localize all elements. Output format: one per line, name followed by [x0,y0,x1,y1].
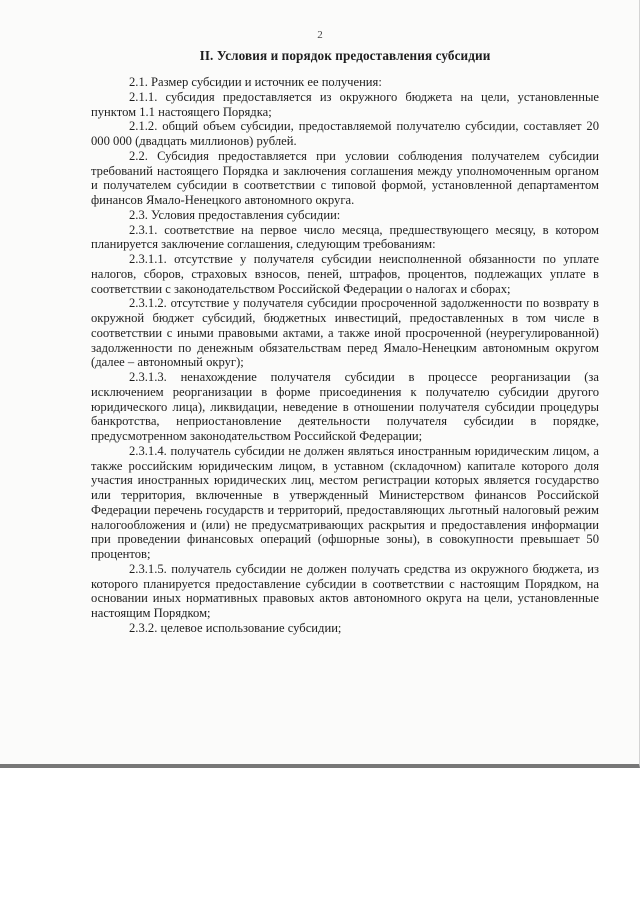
paragraph-2-3-1: 2.3.1. соответствие на первое число месяца, предшествующего месяцу, в котором планируется заключение соглашения, следующим требованиям: [91,222,599,252]
paragraph-2-3-2: 2.3.2. целевое использование субсидии; [129,620,342,635]
paragraph-2-1-2: 2.1.2. общий объем субсидии, предоставляемой получателю субсидии, составляет 20 000 000 (двадцать миллионов) рублей. [91,119,599,148]
paragraph-2-3: 2.3. Условия предоставления субсидии: [129,207,341,222]
paragraph-2-1: 2.1. Размер субсидии и источник ее получения: [129,75,382,89]
paragraph-2-3-1-4: 2.3.1.4. получатель субсидии не должен являться иностранным юридическим лицом, а также российским юридическим лицом, в уставном (складочном) капитале которого доля участия иностранных юридических лиц, местом регистрации которых является государство или территория, включенные в утвержденный Министерством финансов Российской Федерации перечень государств и территорий, предоставляющих льготный налоговый режим налогообложения и (или) не предусматривающих раскрытия и предоставления информации при проведении финансовых операций (офшорные зоны), в совокупности превышает 50 процентов; [91,443,599,561]
paragraph-2-3-1-5: 2.3.1.5. получатель субсидии не должен получать средства из окружного бюджета, из которого планируется предоставление субсидии в соответствии с настоящим Порядком, на основании иных нормативных правовых актов автономного округа на цели, установленные настоящим Порядком; [91,561,599,620]
document-body [91,75,599,636]
paragraph-2-3-1-1: 2.3.1.1. отсутствие у получателя субсидии неисполненной обязанности по уплате налогов, сборов, страховых взносов, пеней, штрафов, процентов, подлежащих уплате в соответствии с законодательством Российской Федерации о налогах и сборах; [91,252,599,296]
section-title: II. Условия и порядок предоставления субсидии [199,48,491,63]
paragraph-2-1-1: 2.1.1. субсидия предоставляется из окружного бюджета на цели, установленные пунктом 1.1 настоящего Порядка; [91,89,599,119]
paragraph-2-2: 2.2. Субсидия предоставляется при условии соблюдения получателем субсидии требований настоящего Порядка и заключения соглашения между уполномоченным органом и получателем субсидии в соответствии с типовой формой, установленной департаментом финансов Ямало-Ненецкого автономного округа. [91,148,599,207]
paragraph-2-3-1-3: 2.3.1.3. ненахождение получателя субсидии в процессе реорганизации (за исключением реорганизации в форме присоединения к получателю субсидии другого юридического лица), ликвидации, неведение в отношении получателя субсидии процедуры банкротства, неприостановление деятельности получателя субсидии в порядке, предусмотренном законодательством Российской Федерации; [91,370,599,443]
paragraph-2-3-1-2: 2.3.1.2. отсутствие у получателя субсидии просроченной задолженности по возврату в окружной бюджет субсидий, бюджетных инвестиций, предоставленных в том числе в соответствии с иными правовыми актами, а также иной просроченной (неурегулированной) задолженности по денежным обязательствам перед Ямало-Ненецким автономным округом (далее – автономный округ); [91,296,599,370]
page-number: 2 [317,29,323,41]
